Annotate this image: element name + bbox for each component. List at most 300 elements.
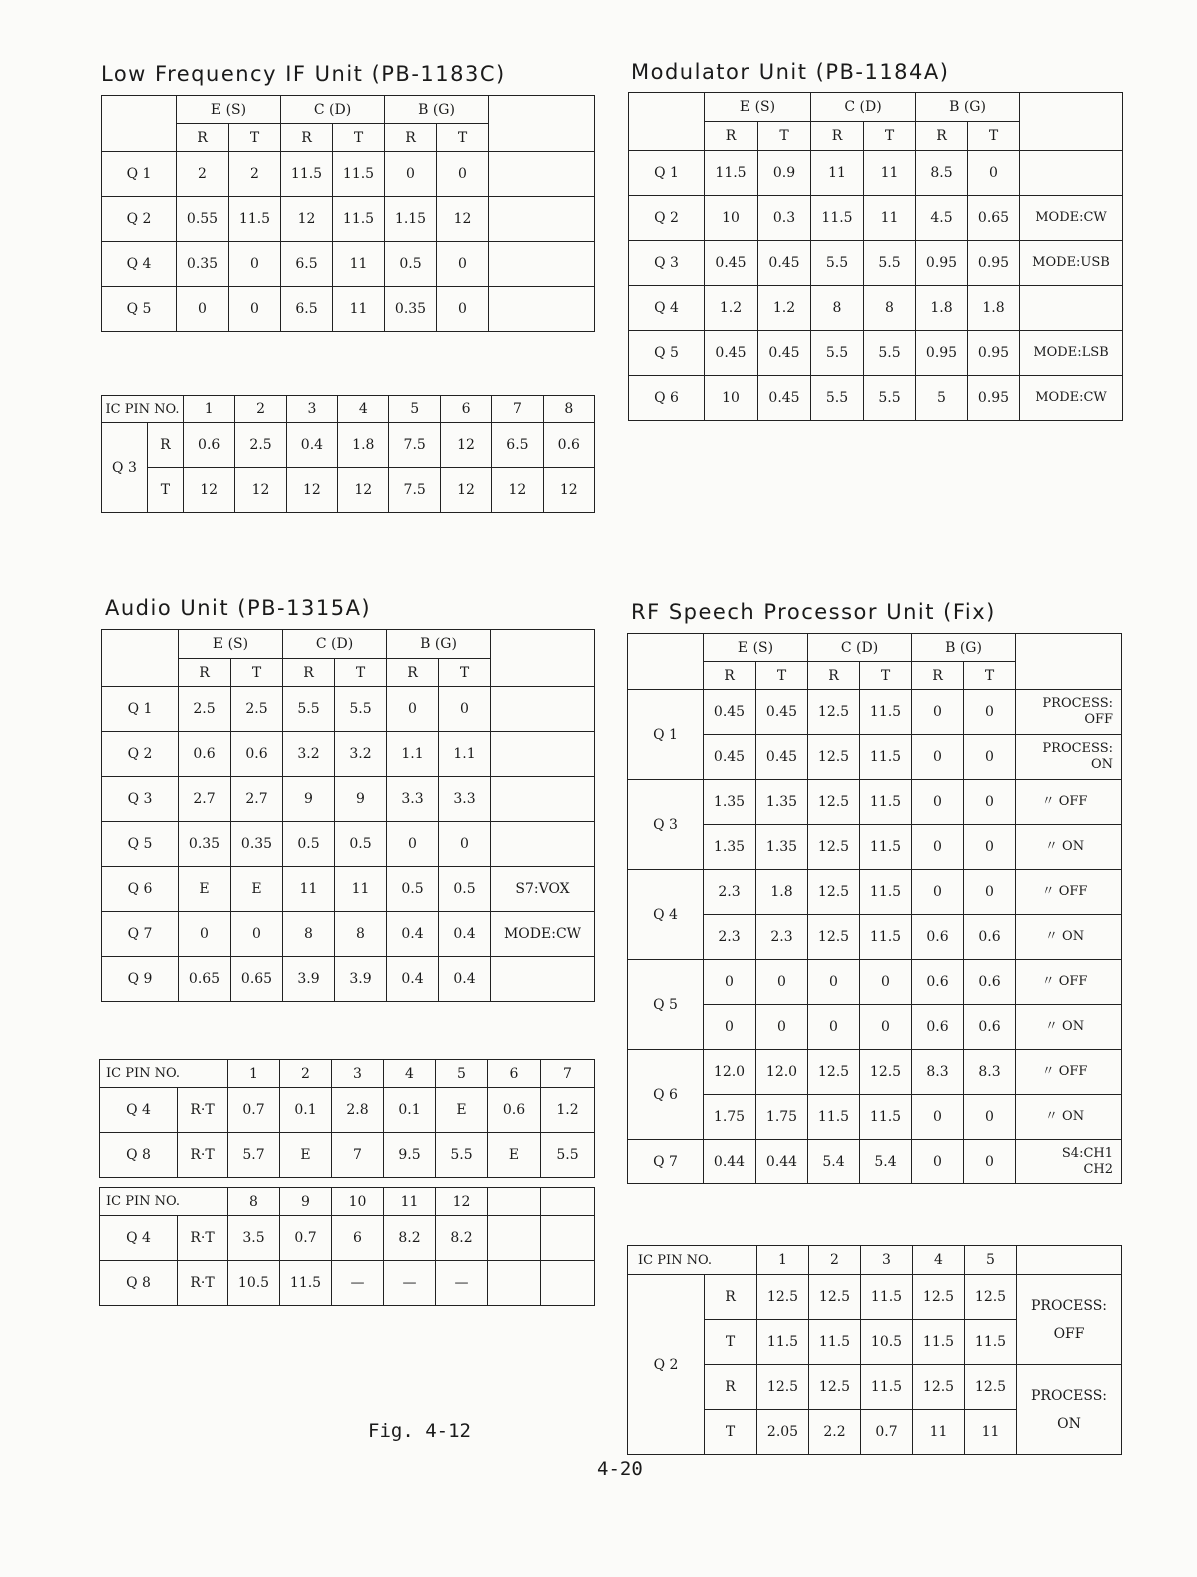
table-cell: 2.5 (179, 687, 231, 732)
receive-header: R (385, 124, 437, 152)
lf-if-voltage-table (101, 95, 595, 332)
table-cell: 0 (229, 242, 281, 287)
table-cell: 6.5 (492, 423, 543, 468)
table-cell: 12 (437, 197, 489, 242)
table-cell: 0.6 (964, 1005, 1016, 1050)
table-cell: 2.3 (704, 915, 756, 960)
table-cell: 11 (965, 1410, 1017, 1455)
pin-number: 2 (235, 396, 286, 423)
table-cell: 1.35 (704, 780, 756, 825)
transistor-label: Q 2 (629, 196, 705, 241)
note-cell: PROCESS: OFF (1017, 1275, 1122, 1365)
table-cell: 1.35 (704, 825, 756, 870)
note-cell: 〃 ON (1016, 825, 1122, 870)
transistor-label: Q 2 (628, 1275, 705, 1455)
table-cell: 0 (756, 960, 808, 1005)
corner-cell (628, 634, 704, 690)
note-header (1016, 634, 1122, 690)
audio-ic-pin-table-1 (99, 1059, 595, 1178)
transistor-label: Q 7 (102, 912, 179, 957)
table-row (100, 1261, 595, 1306)
table-cell: 5.5 (864, 331, 916, 376)
audio-title: Audio Unit (PB-1315A) (105, 596, 372, 620)
pin-number: 7 (492, 396, 543, 423)
transmit-header: T (437, 124, 489, 152)
table-cell: 0 (387, 687, 439, 732)
table-row (100, 1188, 595, 1216)
table-cell: 0.35 (231, 822, 283, 867)
table-cell: 5.5 (811, 331, 864, 376)
table-cell: 0 (437, 242, 489, 287)
table-cell: 8.5 (916, 151, 968, 196)
note-cell: MODE:CW (1020, 376, 1123, 421)
table-cell: 2.2 (809, 1410, 861, 1455)
transmit-header: T (333, 124, 385, 152)
base-header: B (G) (385, 96, 489, 124)
table-cell: 12.5 (965, 1365, 1017, 1410)
table-cell: 3.3 (439, 777, 491, 822)
table-cell: 0.6 (912, 960, 964, 1005)
table-cell: 0 (385, 152, 437, 197)
rt-label: T (705, 1320, 757, 1365)
emitter-header: E (S) (179, 630, 283, 659)
table-row (628, 1050, 1122, 1095)
table-cell: 0.1 (384, 1088, 436, 1133)
table-cell: 12.0 (704, 1050, 756, 1095)
table-cell: 10 (705, 376, 758, 421)
note-cell: MODE:CW (1020, 196, 1123, 241)
transistor-label: Q 1 (628, 690, 704, 780)
transmit-header: T (968, 122, 1020, 151)
table-cell: 3.5 (228, 1216, 280, 1261)
table-cell: 0 (439, 687, 491, 732)
table-cell: 0 (177, 287, 229, 332)
note-cell: PROCESS: ON (1017, 1365, 1122, 1455)
table-cell: 9.5 (384, 1133, 436, 1178)
transistor-label: Q 5 (629, 331, 705, 376)
table-cell: 2.5 (235, 423, 286, 468)
table-cell: 3.2 (283, 732, 335, 777)
table-cell: 11.5 (809, 1320, 861, 1365)
table-row (102, 96, 595, 124)
table-cell: 0.45 (704, 735, 756, 780)
table-cell: 7.5 (389, 423, 440, 468)
table-cell: 0.4 (387, 912, 439, 957)
table-cell: 0 (964, 1140, 1016, 1184)
table-cell: 9 (283, 777, 335, 822)
receive-header: R (281, 124, 333, 152)
table-cell: 0.7 (861, 1410, 913, 1455)
table-cell: 12.5 (808, 735, 860, 780)
table-cell: 11.5 (860, 735, 912, 780)
rt-label: R·T (178, 1133, 228, 1178)
table-cell: — (436, 1261, 488, 1306)
table-cell: 0.4 (286, 423, 337, 468)
audio-voltage-table (101, 629, 595, 1002)
table-cell: 5.7 (228, 1133, 280, 1178)
table-cell: 0.6 (964, 915, 1016, 960)
lf-if-title: Low Frequency IF Unit (PB-1183C) (101, 62, 506, 86)
table-cell: 0.95 (968, 376, 1020, 421)
table-cell: 2 (229, 152, 281, 197)
receive-header: R (179, 659, 231, 687)
base-header: B (G) (387, 630, 491, 659)
table-cell: 1.1 (387, 732, 439, 777)
table-row (102, 396, 595, 423)
table-row (628, 1275, 1122, 1320)
transmit-header: T (758, 122, 811, 151)
pin-number: 7 (541, 1060, 595, 1088)
collector-header: C (D) (811, 93, 916, 122)
note-cell (489, 287, 595, 332)
table-cell: 0.6 (964, 960, 1016, 1005)
table-cell: 5.5 (283, 687, 335, 732)
transmit-header: T (439, 659, 491, 687)
table-row (100, 1088, 595, 1133)
note-cell: 〃 ON (1016, 1005, 1122, 1050)
rt-label: T (705, 1410, 757, 1455)
table-cell: 11 (335, 867, 387, 912)
pin-number: 3 (332, 1060, 384, 1088)
pin-number: 4 (384, 1060, 436, 1088)
table-cell: 1.15 (385, 197, 437, 242)
rt-label: R·T (178, 1216, 228, 1261)
table-cell: 0.55 (177, 197, 229, 242)
note-header (491, 630, 595, 687)
table-cell: — (384, 1261, 436, 1306)
pin-number: 3 (861, 1246, 913, 1275)
table-cell: 0.45 (758, 241, 811, 286)
table-cell: 11 (811, 151, 864, 196)
table-cell: 0.35 (177, 242, 229, 287)
table-cell: 2.8 (332, 1088, 384, 1133)
table-cell: 11 (333, 287, 385, 332)
table-cell: 12 (440, 423, 491, 468)
note-cell (489, 152, 595, 197)
transistor-label: Q 7 (628, 1140, 704, 1184)
receive-label: R (147, 423, 183, 468)
transistor-label: Q 4 (100, 1088, 178, 1133)
table-cell: 0.45 (758, 376, 811, 421)
table-cell: 11.5 (913, 1320, 965, 1365)
note-cell (489, 242, 595, 287)
table-cell: 0 (964, 735, 1016, 780)
table-cell: 2.3 (756, 915, 808, 960)
table-cell: 0.95 (916, 241, 968, 286)
table-row (102, 957, 595, 1002)
transistor-label: Q 3 (102, 777, 179, 822)
table-row (102, 242, 595, 287)
table-cell: 11 (864, 196, 916, 241)
table-row (102, 687, 595, 732)
note-cell: PROCESS: OFF (1016, 690, 1122, 735)
table-cell: 2.7 (231, 777, 283, 822)
table-cell: 5.5 (811, 241, 864, 286)
table-row (102, 732, 595, 777)
table-row (102, 197, 595, 242)
table-cell: 0 (912, 1095, 964, 1140)
table-cell: 0 (912, 690, 964, 735)
table-cell: 0 (964, 690, 1016, 735)
ic-pin-header: IC PIN NO. (628, 1246, 757, 1275)
table-cell: 11.5 (705, 151, 758, 196)
table-cell: E (231, 867, 283, 912)
table-cell: 11.5 (808, 1095, 860, 1140)
note-cell (1020, 151, 1123, 196)
transistor-label: Q 1 (102, 152, 177, 197)
receive-header: R (177, 124, 229, 152)
collector-header: C (D) (283, 630, 387, 659)
table-row (629, 93, 1123, 122)
corner-cell (102, 96, 177, 152)
table-cell: 0.44 (704, 1140, 756, 1184)
table-cell: 3.3 (387, 777, 439, 822)
table-cell: 6.5 (281, 287, 333, 332)
note-cell: 〃 OFF (1016, 960, 1122, 1005)
table-cell: 0.1 (280, 1088, 332, 1133)
pin-number: 1 (757, 1246, 809, 1275)
transistor-label: Q 1 (102, 687, 179, 732)
transistor-label: Q 5 (628, 960, 704, 1050)
transistor-label: Q 8 (100, 1133, 178, 1178)
table-cell: 8.2 (436, 1216, 488, 1261)
table-cell: 5.5 (335, 687, 387, 732)
transistor-label: Q 3 (102, 423, 148, 513)
corner-cell (629, 93, 705, 151)
receive-header: R (283, 659, 335, 687)
table-cell: 12.5 (809, 1365, 861, 1410)
table-cell: 0.65 (231, 957, 283, 1002)
table-cell: 1.8 (968, 286, 1020, 331)
base-header: B (G) (916, 93, 1020, 122)
table-cell: 2 (177, 152, 229, 197)
table-cell: 11.5 (860, 780, 912, 825)
table-cell: 1.35 (756, 780, 808, 825)
table-cell: 7.5 (389, 468, 440, 513)
transmit-label: T (147, 468, 183, 513)
table-cell: 0 (756, 1005, 808, 1050)
table-row (102, 630, 595, 659)
pin-number: 8 (543, 396, 594, 423)
ic-pin-header: IC PIN NO. (100, 1060, 228, 1088)
rt-label: R·T (178, 1088, 228, 1133)
figure-caption: Fig. 4-12 (368, 1420, 471, 1442)
receive-header: R (912, 662, 964, 690)
table-cell: 0.6 (912, 915, 964, 960)
table-cell: 2.05 (757, 1410, 809, 1455)
table-row (102, 287, 595, 332)
audio-ic-pin-table-2 (99, 1187, 595, 1306)
table-cell (541, 1216, 595, 1261)
transistor-label: Q 4 (100, 1216, 178, 1261)
table-cell: 12.5 (808, 870, 860, 915)
table-row (102, 912, 595, 957)
rf-speech-ic-pin-table (627, 1245, 1122, 1455)
pin-number: 9 (280, 1188, 332, 1216)
transmit-header: T (229, 124, 281, 152)
table-row (628, 780, 1122, 825)
transistor-label: Q 4 (629, 286, 705, 331)
table-cell: 12 (440, 468, 491, 513)
modulator-title: Modulator Unit (PB-1184A) (631, 60, 950, 84)
pin-number: 5 (389, 396, 440, 423)
table-cell: 12.5 (757, 1275, 809, 1320)
table-cell: 0.35 (179, 822, 231, 867)
table-cell: 0.45 (704, 690, 756, 735)
table-cell: 0.45 (758, 331, 811, 376)
table-cell: 11.5 (811, 196, 864, 241)
table-row (628, 690, 1122, 735)
pin-number: 2 (809, 1246, 861, 1275)
table-cell: 0.6 (912, 1005, 964, 1050)
table-row (629, 151, 1123, 196)
pin-number: 6 (440, 396, 491, 423)
table-cell: 0.5 (385, 242, 437, 287)
note-cell: MODE:USB (1020, 241, 1123, 286)
table-cell: 4.5 (916, 196, 968, 241)
table-row (102, 152, 595, 197)
table-cell: 8 (811, 286, 864, 331)
table-cell: 6.5 (281, 242, 333, 287)
table-cell: 11.5 (333, 197, 385, 242)
lf-if-ic-pin-table (101, 395, 595, 513)
pin-number: 5 (965, 1246, 1017, 1275)
table-cell: 0 (704, 1005, 756, 1050)
table-cell: 12 (183, 468, 234, 513)
transmit-header: T (864, 122, 916, 151)
table-cell: 0.9 (758, 151, 811, 196)
transistor-label: Q 1 (629, 151, 705, 196)
table-cell: 1.35 (756, 825, 808, 870)
note-cell: 〃 OFF (1016, 870, 1122, 915)
pin-number: 3 (286, 396, 337, 423)
pin-number: 5 (436, 1060, 488, 1088)
table-cell: 0.45 (705, 241, 758, 286)
table-row (102, 777, 595, 822)
transistor-label: Q 5 (102, 287, 177, 332)
pin-number: 1 (228, 1060, 280, 1088)
table-cell: 0 (437, 152, 489, 197)
receive-header: R (811, 122, 864, 151)
transistor-label: Q 6 (102, 867, 179, 912)
pin-number: 12 (436, 1188, 488, 1216)
table-row (100, 1060, 595, 1088)
table-cell: 12.0 (756, 1050, 808, 1095)
emitter-header: E (S) (704, 634, 808, 662)
table-cell: 1.8 (338, 423, 389, 468)
table-cell: 11 (913, 1410, 965, 1455)
note-cell: S4:CH1 CH2 (1016, 1140, 1122, 1184)
table-cell: 1.8 (756, 870, 808, 915)
table-cell: 0.95 (916, 331, 968, 376)
transistor-label: Q 6 (629, 376, 705, 421)
table-cell: 12 (281, 197, 333, 242)
table-cell: 11.5 (861, 1275, 913, 1320)
note-cell (491, 687, 595, 732)
table-cell: 5.5 (864, 241, 916, 286)
table-cell: 8.3 (964, 1050, 1016, 1095)
table-row (629, 241, 1123, 286)
table-cell: E (179, 867, 231, 912)
pin-number: 10 (332, 1188, 384, 1216)
base-header: B (G) (912, 634, 1016, 662)
table-cell: 12.5 (809, 1275, 861, 1320)
table-cell (488, 1216, 541, 1261)
table-cell: — (332, 1261, 384, 1306)
table-cell: 0.7 (228, 1088, 280, 1133)
receive-header: R (916, 122, 968, 151)
table-cell: 7 (332, 1133, 384, 1178)
table-cell: 11.5 (860, 915, 912, 960)
transistor-label: Q 5 (102, 822, 179, 867)
table-cell: 0.6 (543, 423, 594, 468)
table-row (628, 1140, 1122, 1184)
collector-header: C (D) (808, 634, 912, 662)
note-cell: MODE:LSB (1020, 331, 1123, 376)
table-cell: 0.5 (439, 867, 491, 912)
table-cell: 0.5 (387, 867, 439, 912)
note-cell (491, 957, 595, 1002)
table-cell: 3.9 (283, 957, 335, 1002)
modulator-voltage-table (628, 92, 1123, 421)
table-cell: 12 (492, 468, 543, 513)
transmit-header: T (860, 662, 912, 690)
table-cell: 0.5 (335, 822, 387, 867)
table-cell: 8.3 (912, 1050, 964, 1095)
table-cell: 11.5 (965, 1320, 1017, 1365)
table-cell: 5.5 (541, 1133, 595, 1178)
table-cell: 0.44 (756, 1140, 808, 1184)
table-cell: 1.75 (704, 1095, 756, 1140)
note-cell (491, 732, 595, 777)
emitter-header: E (S) (705, 93, 811, 122)
table-cell: 11.5 (860, 690, 912, 735)
table-cell (488, 1261, 541, 1306)
table-row (629, 286, 1123, 331)
table-row (629, 376, 1123, 421)
table-cell: 0.6 (179, 732, 231, 777)
table-cell: 12.5 (808, 915, 860, 960)
table-cell: 0.95 (968, 241, 1020, 286)
note-cell: 〃 OFF (1016, 780, 1122, 825)
table-cell: 12 (235, 468, 286, 513)
table-cell: 0 (808, 960, 860, 1005)
receive-header: R (387, 659, 439, 687)
table-cell: 8.2 (384, 1216, 436, 1261)
table-cell: 0.65 (179, 957, 231, 1002)
table-cell: 5.4 (860, 1140, 912, 1184)
table-cell: 0 (439, 822, 491, 867)
table-row (628, 634, 1122, 662)
note-cell (489, 197, 595, 242)
table-cell: 0.6 (231, 732, 283, 777)
table-cell: 8 (335, 912, 387, 957)
table-cell: 0 (808, 1005, 860, 1050)
rt-label: R (705, 1275, 757, 1320)
transmit-header: T (335, 659, 387, 687)
table-cell: 0 (964, 1095, 1016, 1140)
table-cell: 0 (860, 960, 912, 1005)
emitter-header: E (S) (177, 96, 281, 124)
note-cell: MODE:CW (491, 912, 595, 957)
table-cell: 0.35 (385, 287, 437, 332)
table-cell: 0.6 (488, 1088, 541, 1133)
table-cell: 0 (860, 1005, 912, 1050)
ic-pin-header: IC PIN NO. (100, 1188, 228, 1216)
table-cell: 11.5 (860, 1095, 912, 1140)
table-cell: 11.5 (281, 152, 333, 197)
table-cell: 5.5 (864, 376, 916, 421)
